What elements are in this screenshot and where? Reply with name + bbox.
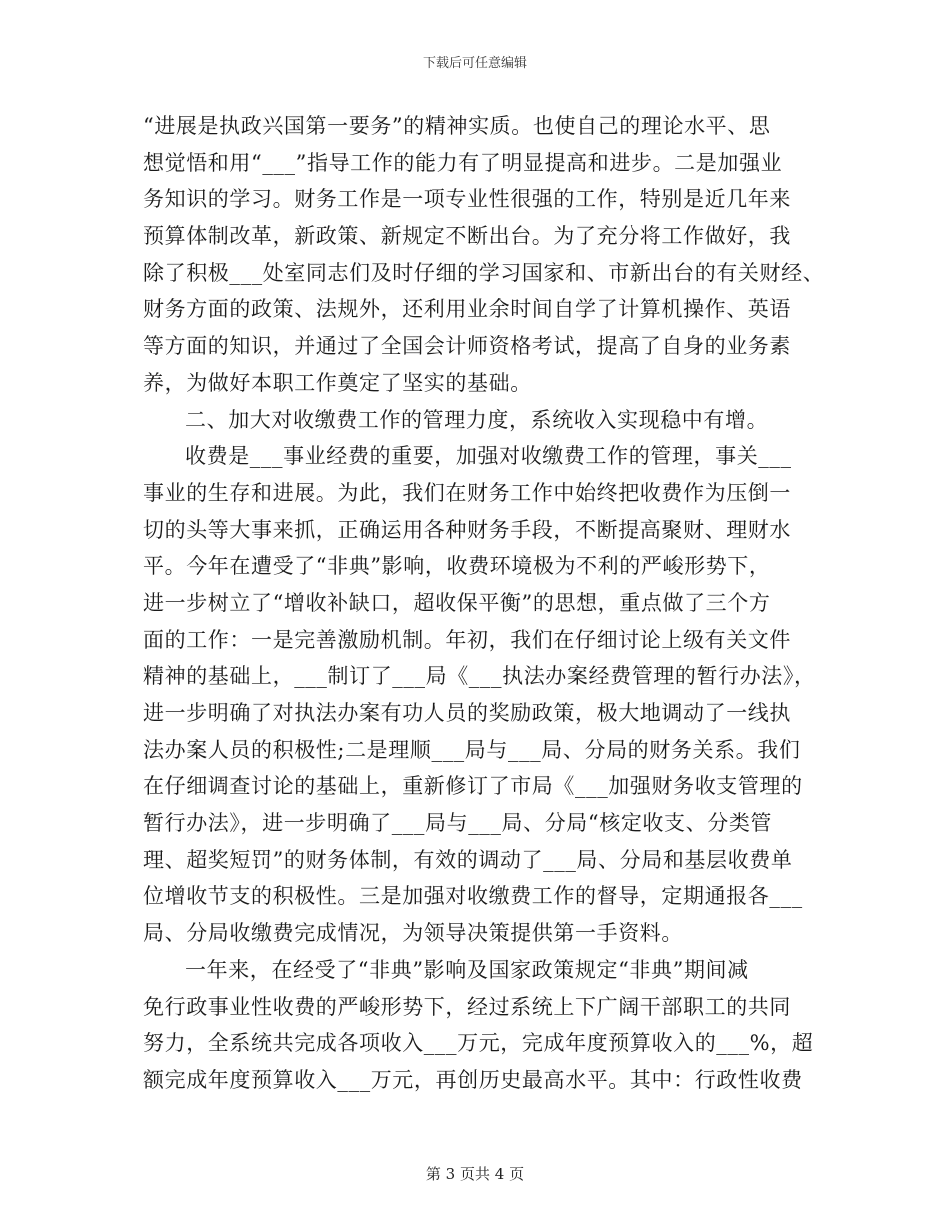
text-line: 等方面的知识，并通过了全国会计师资格考试，提高了自身的业务素 — [143, 334, 791, 359]
text-line: 进一步树立了“增收补缺口，超收保平衡”的思想，重点做了三个方 — [143, 590, 771, 615]
text-line: 预算体制改革，新政策、新规定不断出台。为了充分将工作做好，我 — [143, 224, 791, 249]
text-line: 事业的生存和进展。为此，我们在财务工作中始终把收费作为压倒一 — [143, 480, 791, 505]
text-line: “进展是执政兴国第一要务”的精神实质。也使自己的理论水平、思 — [143, 114, 771, 138]
text-line: 努力，全系统共完成各项收入___万元，完成年度预算收入的___%，超 — [143, 1031, 814, 1056]
text-line: 一年来，在经受了“非典”影响及国家政策规定“非典”期间减 — [185, 957, 749, 982]
document-body — [143, 108, 823, 1099]
text-line: 切的头等大事来抓，正确运用各种财务手段，不断提高聚财、理财水 — [143, 517, 791, 542]
text-line: 暂行办法》，进一步明确了___局与___局、分局“核定收支、分类管 — [143, 811, 773, 836]
text-line: 平。今年在遭受了“非典”影响，收费环境极为不利的严峻形势下， — [143, 554, 771, 579]
text-line: 在仔细调查讨论的基础上，重新修订了市局《___加强财务收支管理的 — [143, 774, 803, 799]
page-number: 第 3 页共 4 页 — [425, 1165, 525, 1183]
text-line: 法办案人员的积极性;二是理顺___局与___局、分局的财务关系。我们 — [143, 737, 801, 762]
text-line: 理、超奖短罚”的财务体制，有效的调动了___局、分局和基层收费单 — [143, 847, 793, 872]
text-line: 进一步明确了对执法办案有功人员的奖励政策，极大地调动了一线执 — [143, 701, 791, 725]
text-line: 免行政事业性收费的严峻形势下，经过系统上下广阔干部职工的共同 — [143, 994, 791, 1019]
text-line: 额完成年度预算收入___万元，再创历史最高水平。其中：行政性收费 — [143, 1067, 803, 1092]
text-line: 养，为做好本职工作奠定了坚实的基础。 — [143, 370, 532, 395]
text-line: 局、分局收缴费完成情况，为领导决策提供第一手资料。 — [143, 921, 683, 946]
text-line: 务知识的学习。财务工作是一项专业性很强的工作，特别是近几年来 — [143, 187, 791, 212]
text-line: 想觉悟和用“___”指导工作的能力有了明显提高和进步。二是加强业 — [143, 150, 783, 175]
text-line: 精神的基础上，___制订了___局《___执法办案经费管理的暂行办法》， — [143, 664, 816, 689]
text-line: 位增收节支的积极性。三是加强对收缴费工作的督导，定期通报各___ — [143, 884, 803, 909]
text-line: 财务方面的政策、法规外，还利用业余时间自学了计算机操作、英语 — [143, 297, 791, 322]
text-line: 收费是___事业经费的重要，加强对收缴费工作的管理，事关___ — [185, 444, 792, 469]
text-line: 面的工作：一是完善激励机制。年初，我们在仔细讨论上级有关文件 — [143, 627, 791, 652]
text-line: 除了积极___处室同志们及时仔细的学习国家和、市新出台的有关财经、 — [143, 260, 825, 285]
section-heading: 二、加大对收缴费工作的管理力度，系统收入实现稳中有增。 — [185, 407, 769, 432]
page-header: 下载后可任意编辑 — [422, 56, 527, 71]
